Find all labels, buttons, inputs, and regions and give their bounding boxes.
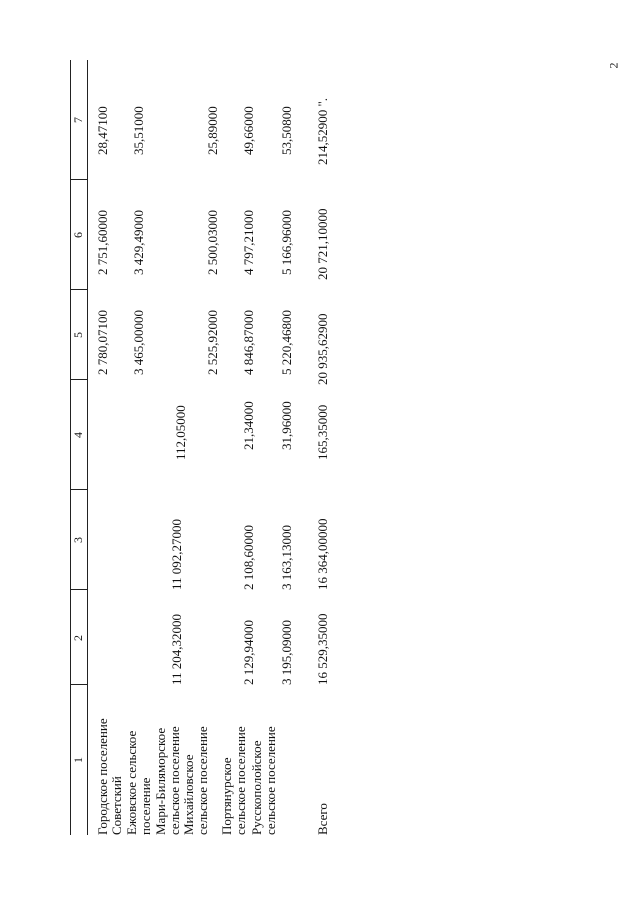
cell-c6: 4 797,21000 [241,210,256,275]
cell-c6: 2 751,60000 [95,210,110,275]
cell-c3: 3 163,13000 [279,525,294,590]
row-label: Городское поселение Советский [95,718,124,835]
cell-c2: 2 129,94000 [241,620,256,685]
cell-c6: 20 721,10000 [315,208,330,280]
column-header: 7 [71,117,85,123]
cell-c2: 3 195,09000 [279,620,294,685]
row-label: Русскополойское сельское поселение [249,726,278,835]
cell-c7: 25,89000 [205,106,220,155]
cell-c7: 28,47100 [95,106,110,155]
cell-c2: 16 529,35000 [315,613,330,685]
row-label-total: Всего [315,803,330,835]
cell-c5: 4 846,87000 [241,310,256,375]
cell-c5: 2 525,92000 [205,310,220,375]
header-divider [70,289,87,290]
header-divider [70,589,87,590]
column-header: 1 [71,757,85,763]
cell-c3: 16 364,00000 [315,518,330,590]
row-label: Ежовское сельское поселение [124,730,153,835]
column-header: 3 [71,537,85,543]
cell-c7: 49,66000 [241,106,256,155]
cell-c2: 11 204,32000 [169,613,184,685]
cell-c5: 5 220,46800 [279,310,294,375]
column-header: 4 [71,432,85,438]
column-header: 2 [71,635,85,641]
cell-c4: 112,05000 [173,405,188,460]
column-header: 5 [71,332,85,338]
cell-c6: 2 500,03000 [205,210,220,275]
table-header-rule [87,60,88,835]
cell-c7: 53,50800 [279,106,294,155]
cell-c7: 35,51000 [131,106,146,155]
header-divider [70,684,87,685]
row-label: Михайловское сельское поселение [181,726,210,835]
header-divider [70,179,87,180]
cell-c5: 2 780,07100 [95,310,110,375]
cell-c7: 214,52900 ". [315,97,330,165]
row-label: Портянурское сельское поселение [219,726,248,835]
page-number: 2 [606,62,621,69]
cell-c5: 20 935,62900 [315,313,330,385]
cell-c6: 3 429,49000 [131,210,146,275]
column-header: 6 [71,232,85,238]
rotated-table [70,60,330,835]
row-label: Мари-Биляморское сельское поселение [153,726,182,835]
cell-c4: 165,35000 [315,404,330,460]
cell-c3: 11 092,27000 [169,518,184,590]
cell-c6: 5 166,96000 [279,210,294,275]
cell-c5: 3 465,00000 [131,310,146,375]
cell-c3: 2 108,60000 [241,525,256,590]
header-divider [70,379,87,380]
header-divider [70,489,87,490]
cell-c4: 31,96000 [279,401,294,450]
cell-c4: 21,34000 [241,401,256,450]
